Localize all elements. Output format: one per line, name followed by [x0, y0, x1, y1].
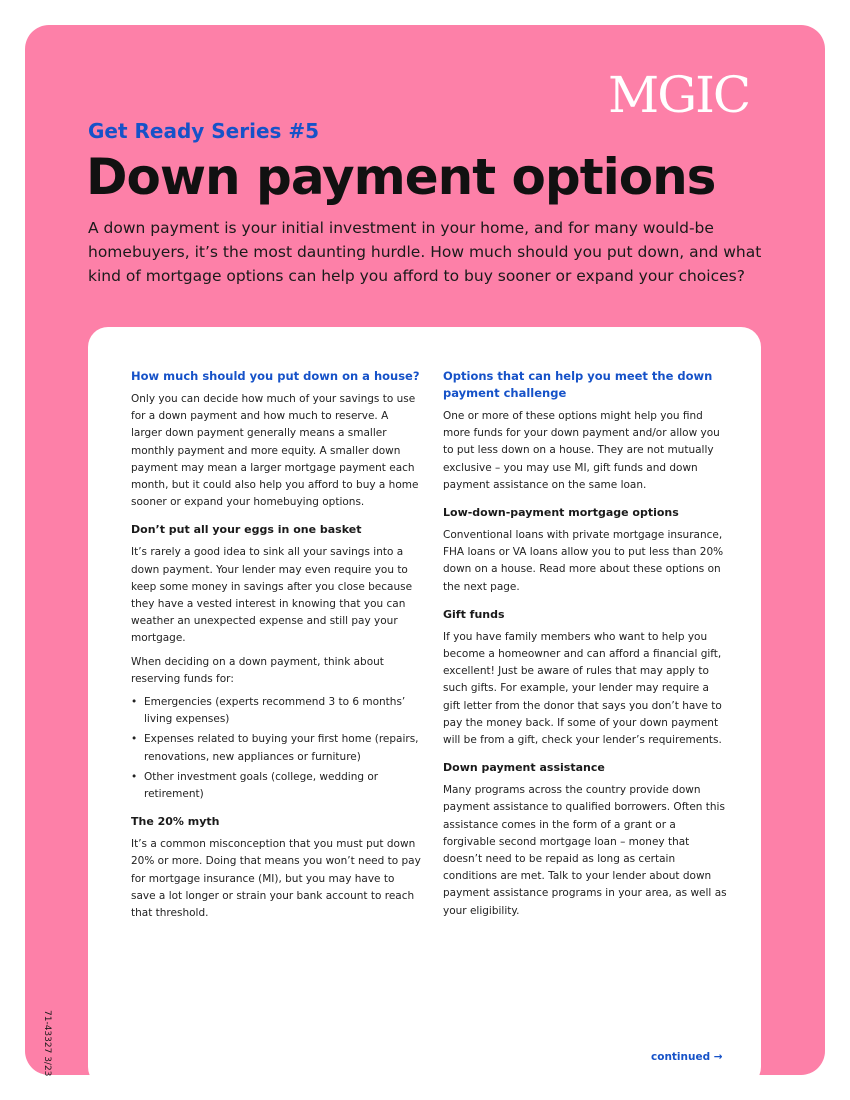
content-card — [88, 327, 761, 1087]
series-label: Get Ready Series #5 — [88, 119, 320, 143]
intro-paragraph: A down payment is your initial investment in your home, and for many would-be homebuyers, it’s the most daunting hurdle. How much should you put down, and what kind of mortgage options can help you afford to buy sooner or expand your choices? — [88, 219, 762, 285]
paragraph: Conventional loans with private mortgage insurance, FHA loans or VA loans allow you to put less than 20% down on a house. Read more about these options on the next page. — [443, 529, 724, 593]
reserve-funds-list — [131, 694, 421, 803]
paragraph: When deciding on a down payment, think about reserving funds for: — [131, 655, 384, 685]
subheading-down-payment-assistance: Down payment assistance — [443, 761, 605, 775]
paragraph: It’s rarely a good idea to sink all your savings into a down payment. Your lender may even require you to keep some money in savings after you close because they have a vested interest in knowing that you can weather an unexpected expense and still pay your mortgage. — [131, 546, 413, 645]
paragraph: Many programs across the country provide down payment assistance to qualified borrowers. Often this assistance comes in the form of a grant or a forgivable second mortgage loan – money that doesn’t need to be repaid as long as certain conditions are met. Talk to your lender about down payment assistance programs in your area, as well as your eligibility. — [443, 784, 727, 917]
list-item: • Expenses related to buying your first home (repairs, renovations, new appliances or furniture) — [131, 731, 421, 765]
paragraph: It’s a common misconception that you must put down 20% or more. Doing that means you won’t need to pay for mortgage insurance (MI), but you may have to save a lot longer or strain your bank account to reach that threshold. — [131, 838, 421, 920]
subheading-low-down-payment: Low-down-payment mortgage options — [443, 506, 679, 520]
list-item: • Other investment goals (college, wedding or retirement) — [131, 769, 421, 803]
paragraph: Only you can decide how much of your savings to use for a down payment and how much to reserve. A larger down payment generally means a smaller monthly payment and more equity. A smaller down payment may mean a larger mortgage payment each month, but it could also help you afford to buy a home sooner or expand your homebuying options. — [131, 393, 419, 509]
continued-link[interactable]: continued → — [651, 1051, 723, 1063]
section-heading-options: Options that can help you meet the down payment challenge — [443, 369, 713, 400]
section-heading-how-much: How much should you put down on a house? — [131, 369, 420, 383]
right-column — [443, 368, 729, 926]
page-title: Down payment options — [86, 148, 716, 206]
subheading-gift-funds: Gift funds — [443, 607, 505, 621]
paragraph: If you have family members who want to help you become a homeowner and can afford a financial gift, excellent! Just be aware of rules that may apply to such gifts. For example, your lender may require a gift letter from the donor that says you don’t have to pay the money back. If some of your down payment will be from a gift, check your lender’s requirements. — [443, 630, 722, 747]
list-item: • Emergencies (experts recommend 3 to 6 months’ living expenses) — [131, 694, 421, 728]
mgic-logo: MGIC — [608, 66, 750, 124]
subheading-eggs-basket: Don’t put all your eggs in one basket — [131, 523, 362, 537]
document-code: 71-43327 3/23 — [42, 1010, 52, 1077]
paragraph: One or more of these options might help you find more funds for your down payment and/or allow you to put less down on a house. They are not mutually exclusive – you may use MI, gift funds and down payment assistance on the same loan. — [443, 410, 720, 491]
subheading-20-percent-myth: The 20% myth — [131, 815, 220, 829]
left-column — [131, 368, 421, 928]
